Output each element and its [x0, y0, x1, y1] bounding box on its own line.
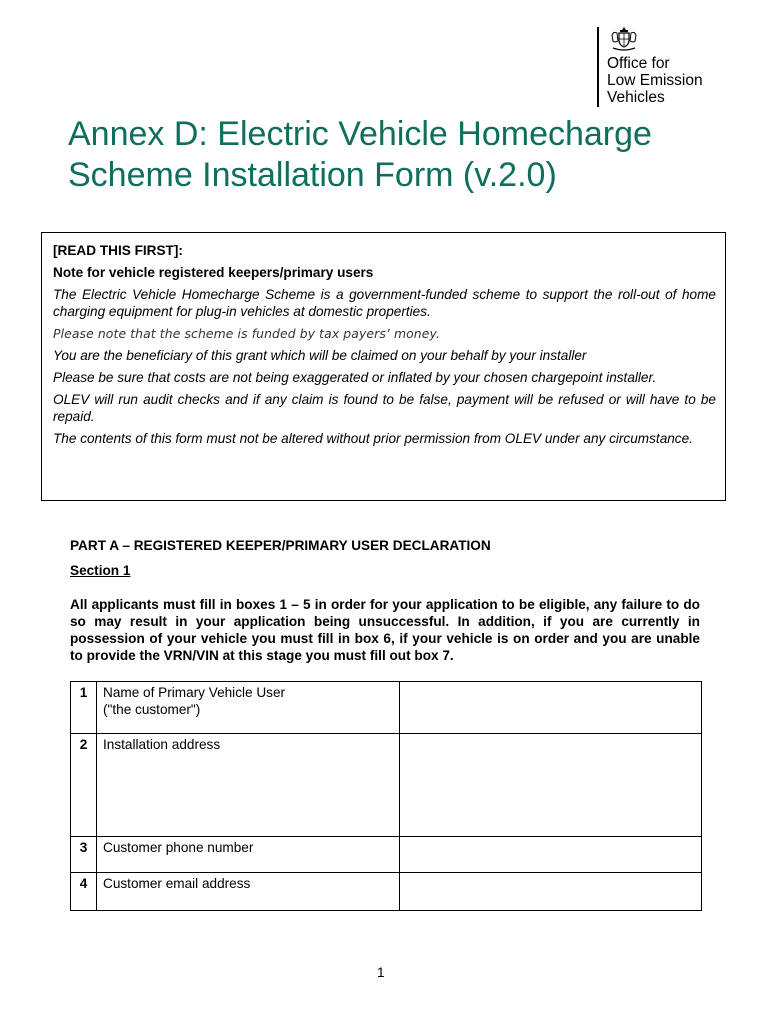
logo-text [607, 55, 703, 106]
document-title [68, 114, 728, 196]
title-line-1: Annex D: Electric Vehicle Homecharge [68, 115, 652, 153]
page-number: 1 [377, 965, 385, 980]
logo-line-3: Vehicles [607, 89, 665, 106]
section-1-heading: Section 1 [70, 563, 131, 578]
read-first-notice-box [41, 232, 726, 501]
notice-subheading: Note for vehicle registered keepers/primary users [53, 265, 374, 280]
form-row-1 [71, 682, 702, 734]
row-label-line-1: Installation address [103, 737, 221, 752]
notice-paragraph-3: You are the beneficiary of this grant which will be claimed on your behalf by your installer [53, 348, 587, 363]
row-label-line-1: Customer email address [103, 876, 251, 891]
installation-address-field[interactable] [400, 734, 702, 837]
royal-coat-of-arms-icon [609, 25, 639, 51]
notice-paragraph-2: Please note that the scheme is funded by tax payers’ money. [53, 326, 440, 341]
row-label-line-1: Customer phone number [103, 840, 254, 855]
part-a-heading: PART A – REGISTERED KEEPER/PRIMARY USER DECLARATION [70, 538, 491, 553]
logo-line-1: Office for [607, 55, 670, 72]
customer-name-field[interactable] [400, 682, 702, 734]
section-1-instructions: All applicants must fill in boxes 1 – 5 in order for your application to be eligible, any failure to do so may result in your application being unsuccessful. In addition, if you are currently in possession of your vehicle you must fill in box 6, if your vehicle is on order and you are unable to provide the VRN/VIN at this stage you must fill out box 7. [70, 597, 700, 663]
notice-paragraph-1: The Electric Vehicle Homecharge Scheme is a government-funded scheme to support the roll-out of home charging equipment for plug-in vehicles at domestic properties. [53, 287, 716, 319]
customer-email-field[interactable] [400, 873, 702, 911]
form-row-4 [71, 873, 702, 911]
logo-line-2: Low Emission [607, 72, 703, 89]
row-label-line-2: ("the customer") [103, 702, 201, 717]
notice-heading: [READ THIS FIRST]: [53, 243, 183, 258]
title-line-2: Scheme Installation Form (v.2.0) [68, 156, 557, 194]
olev-logo [597, 25, 757, 110]
row-number: 1 [71, 682, 97, 734]
row-number: 4 [71, 873, 97, 911]
logo-divider [597, 27, 599, 107]
row-label [97, 682, 400, 734]
row-label [97, 873, 400, 911]
customer-phone-field[interactable] [400, 837, 702, 873]
row-label-line-1: Name of Primary Vehicle User [103, 685, 286, 700]
form-row-2 [71, 734, 702, 837]
notice-paragraph-4: Please be sure that costs are not being exaggerated or inflated by your chosen chargepoint installer. [53, 370, 657, 385]
notice-paragraph-6: The contents of this form must not be altered without prior permission from OLEV under any circumstance. [53, 431, 693, 446]
notice-paragraph-5: OLEV will run audit checks and if any claim is found to be false, payment will be refused or will have to be repaid. [53, 392, 716, 424]
customer-details-form [70, 681, 702, 911]
row-label [97, 837, 400, 873]
form-row-3 [71, 837, 702, 873]
row-number: 3 [71, 837, 97, 873]
row-number: 2 [71, 734, 97, 837]
row-label [97, 734, 400, 837]
